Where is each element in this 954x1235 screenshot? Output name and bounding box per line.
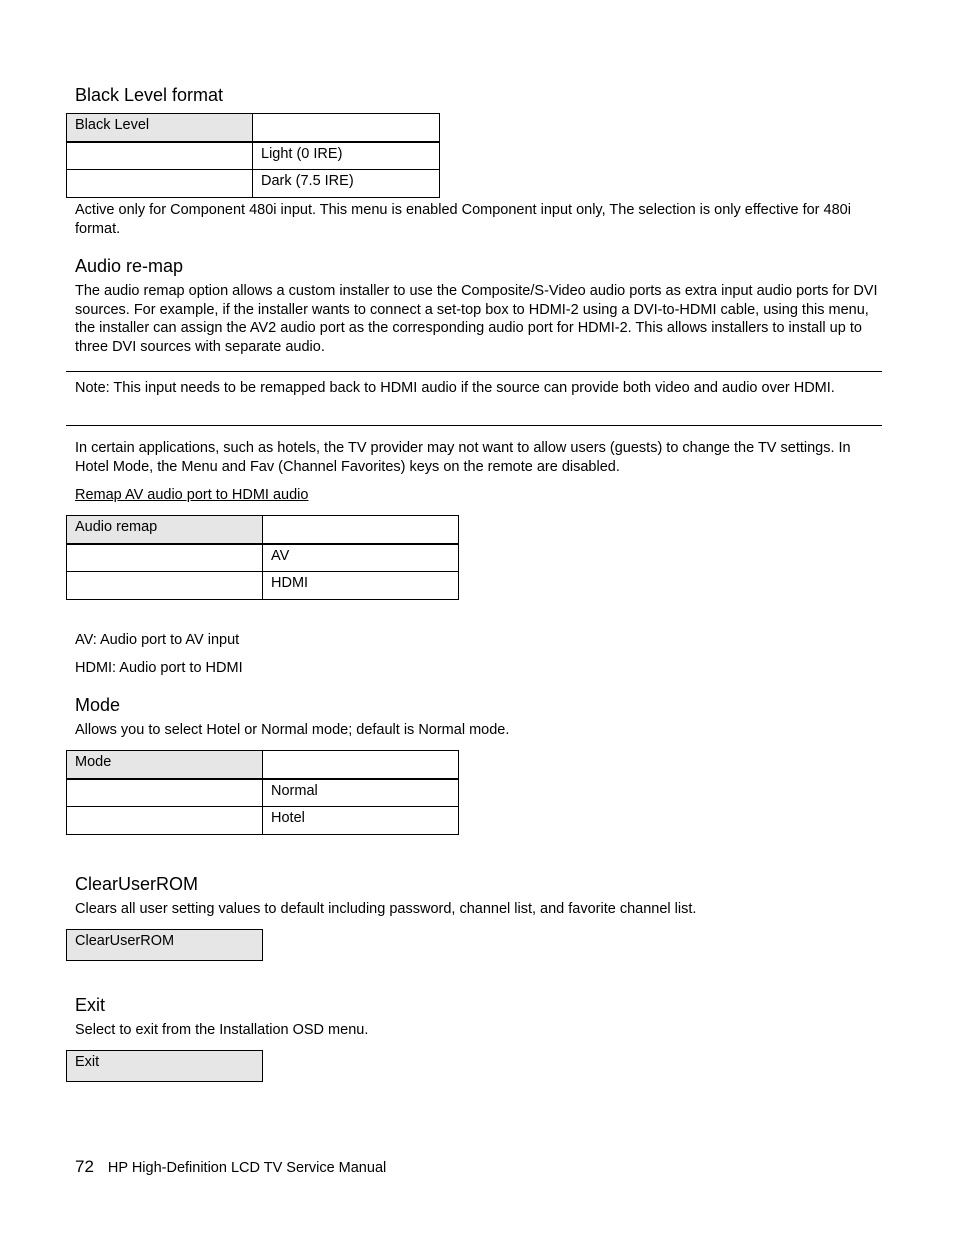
fav-key-label: Fav bbox=[249, 458, 275, 475]
table-empty-cell bbox=[67, 779, 263, 807]
av-description: AV: Audio port to AV input bbox=[75, 632, 240, 648]
hotel-text-part-2: (Channel Favorites) keys on the remote are disabled. bbox=[274, 458, 620, 475]
audio-remap-table-header: Audio remap bbox=[67, 516, 263, 544]
clear-user-rom-description: Clears all user setting values to default including password, channel list, and favorite channel list. bbox=[75, 901, 697, 917]
mode-table-header: Mode bbox=[67, 751, 263, 779]
hotel-text-and: and bbox=[217, 458, 250, 475]
black-level-option-light: Light (0 IRE) bbox=[253, 142, 440, 170]
clear-user-rom-button: ClearUserROM bbox=[67, 930, 263, 961]
footer-title: HP High-Definition LCD TV Service Manual bbox=[107, 1160, 387, 1176]
audio-remap-option-hdmi: HDMI bbox=[263, 572, 459, 600]
table-empty-cell bbox=[67, 142, 253, 170]
exit-button: Exit bbox=[67, 1051, 263, 1082]
clear-user-rom-table bbox=[66, 929, 263, 961]
exit-table bbox=[66, 1050, 263, 1082]
table-empty-cell bbox=[67, 572, 263, 600]
page-footer bbox=[75, 1157, 386, 1177]
note-text: : This input needs to be remapped back to HDMI audio if the source can provide both video and audio over HDMI. bbox=[105, 380, 835, 396]
audio-remap-option-av: AV bbox=[263, 544, 459, 572]
mode-option-normal: Normal bbox=[263, 779, 459, 807]
black-level-table bbox=[66, 113, 440, 198]
mode-description: Allows you to select Hotel or Normal mode; default is Normal mode. bbox=[75, 722, 510, 738]
note-bottom-rule bbox=[66, 425, 882, 426]
hotel-text-part-1: In certain applications, such as hotels, the TV provider may not want to allow users (guests) to change the TV settings. In Hotel Mode, the bbox=[75, 440, 851, 475]
table-empty-cell bbox=[263, 516, 459, 544]
table-empty-cell bbox=[263, 751, 459, 779]
table-empty-cell bbox=[67, 170, 253, 198]
audio-remap-heading: Audio re-map bbox=[75, 256, 184, 276]
remap-av-link[interactable]: Remap AV audio port to HDMI audio bbox=[75, 487, 309, 503]
hotel-mode-paragraph bbox=[75, 439, 880, 476]
mode-heading: Mode bbox=[75, 695, 121, 715]
audio-remap-table bbox=[66, 515, 459, 600]
black-level-description: Active only for Component 480i input. This menu is enabled Component input only, The selection is only effective for 480i format. bbox=[75, 202, 851, 237]
black-level-table-header: Black Level bbox=[67, 114, 253, 142]
mode-table bbox=[66, 750, 459, 835]
black-level-option-dark: Dark (7.5 IRE) bbox=[253, 170, 440, 198]
audio-remap-description: The audio remap option allows a custom installer to use the Composite/S-Video audio ports as extra input audio ports for DVI sources. For example, if the installer wants to connect a set-top box to HDMI-2 using a DVI-to-HDMI cable, using this menu, the installer can assign the AV2 audio port as the corresponding audio port for HDMI-2. This allows installers to install up to three DVI sources with separate audio. bbox=[75, 283, 878, 355]
note-top-rule bbox=[66, 371, 882, 372]
hdmi-description: HDMI: Audio port to HDMI bbox=[75, 660, 243, 676]
page-number: 72 bbox=[75, 1157, 94, 1176]
table-empty-cell bbox=[253, 114, 440, 142]
table-empty-cell bbox=[67, 807, 263, 835]
note-paragraph bbox=[75, 379, 865, 398]
clear-user-rom-heading: ClearUserROM bbox=[75, 874, 199, 894]
exit-heading: Exit bbox=[75, 995, 106, 1015]
black-level-heading: Black Level format bbox=[75, 85, 224, 105]
mode-option-hotel: Hotel bbox=[263, 807, 459, 835]
menu-key-label: Menu bbox=[181, 458, 218, 475]
table-empty-cell bbox=[67, 544, 263, 572]
note-label: Note bbox=[75, 380, 106, 396]
exit-description: Select to exit from the Installation OSD menu. bbox=[75, 1022, 369, 1038]
